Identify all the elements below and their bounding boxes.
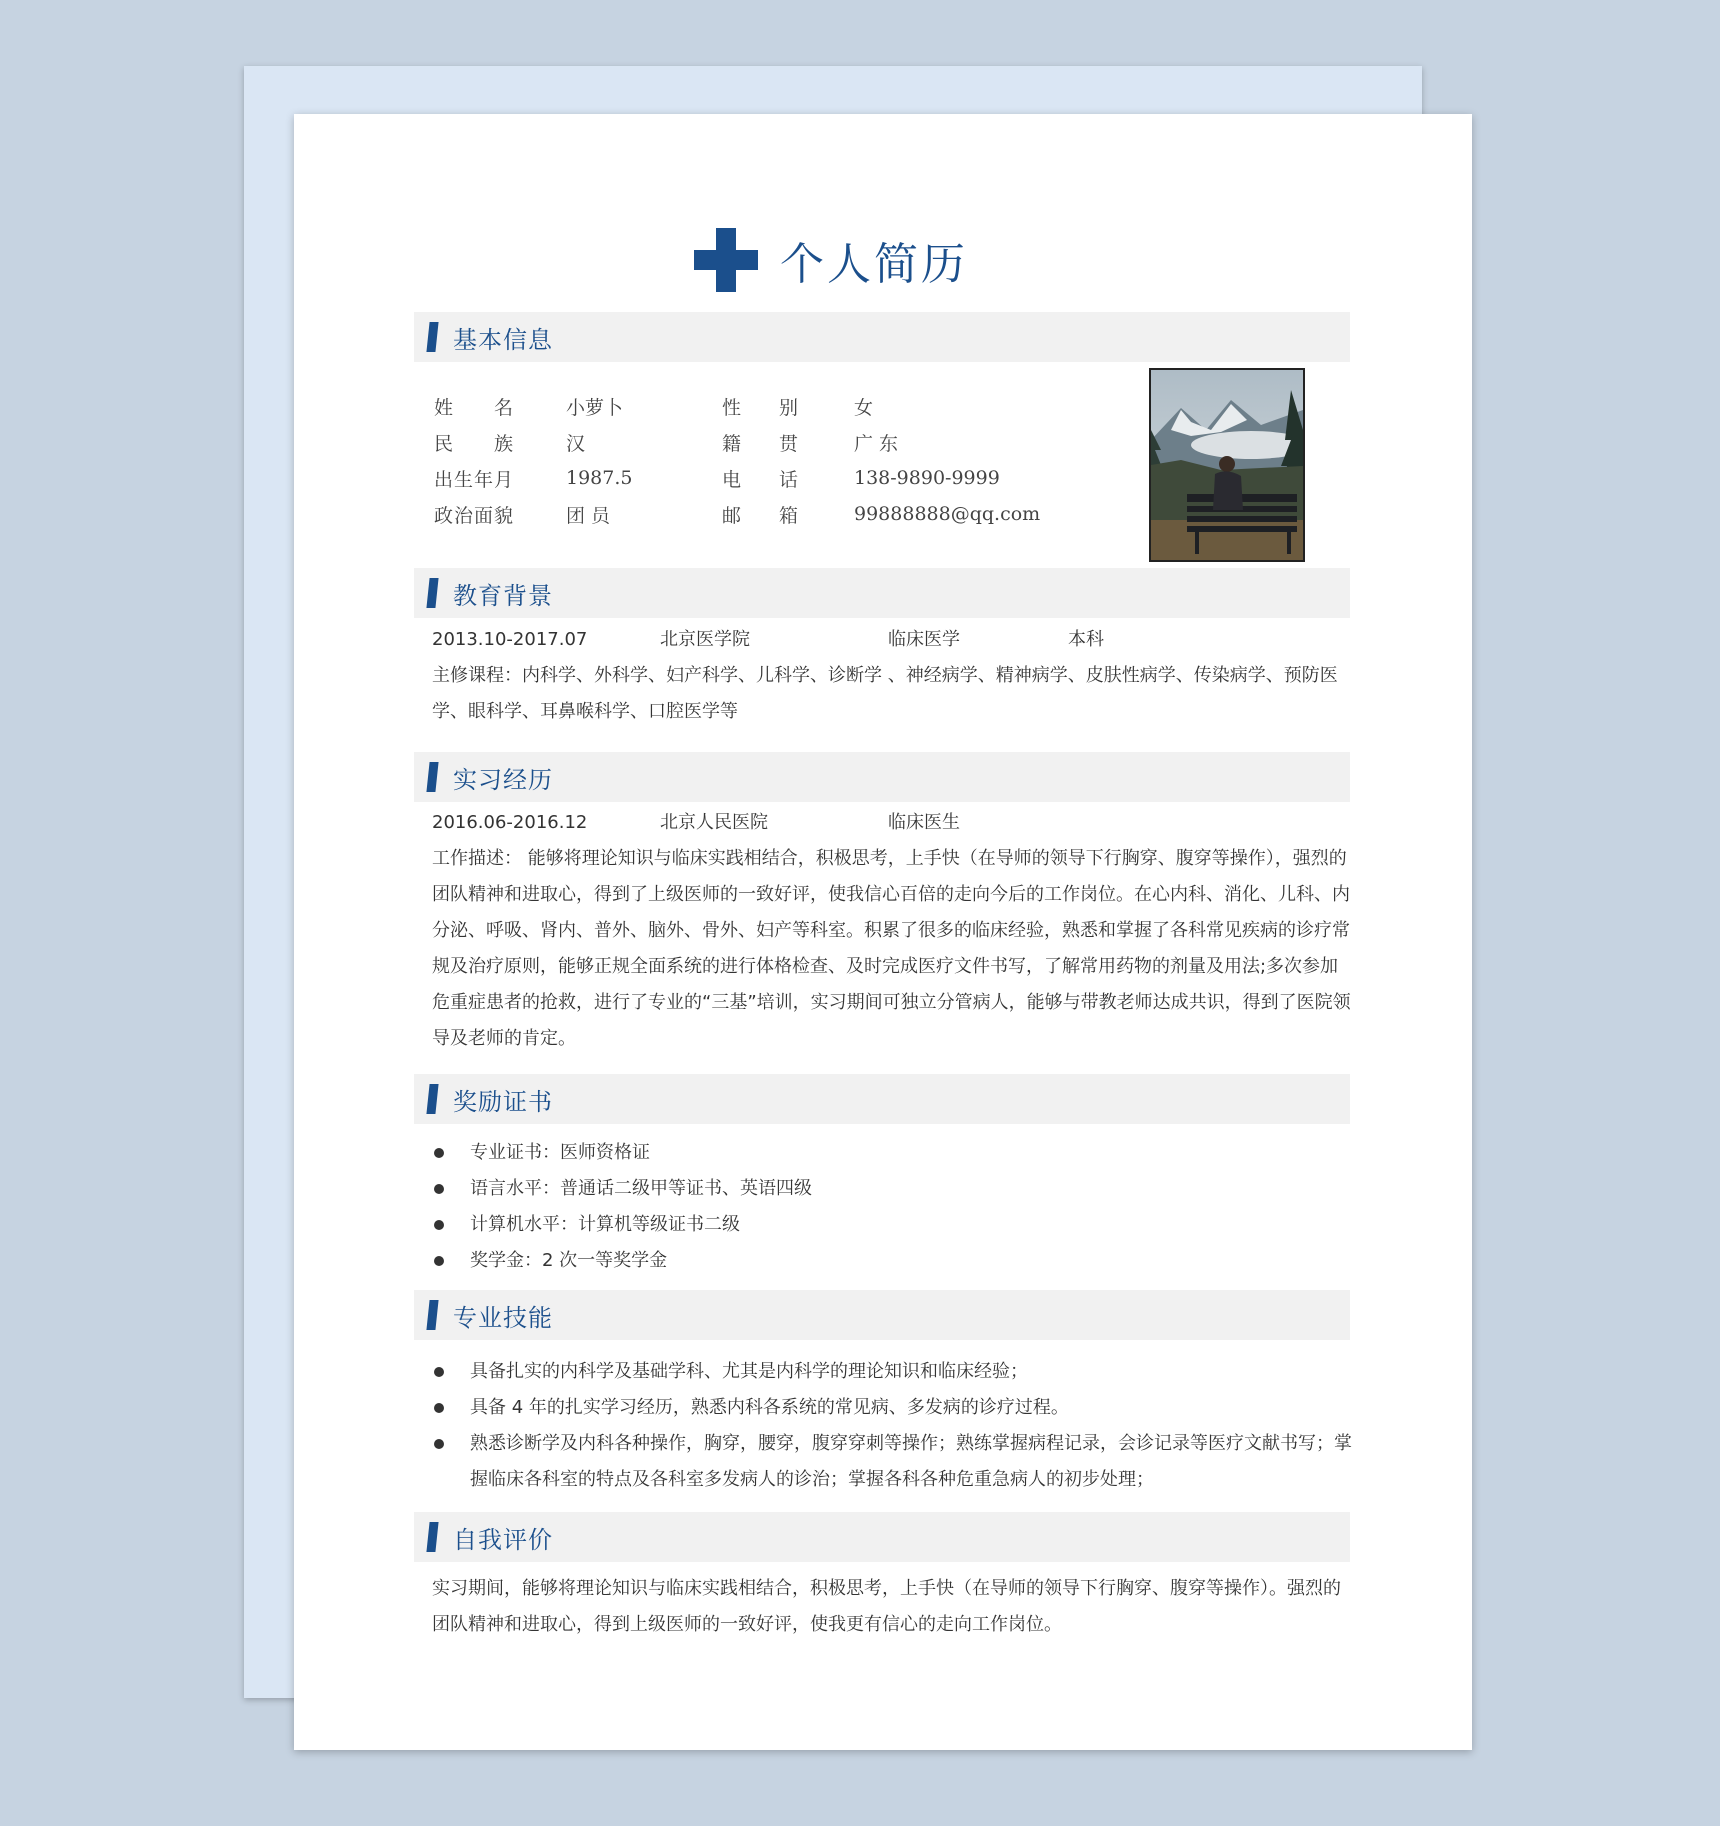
profile-photo: [1149, 368, 1305, 562]
section-marker: [426, 1522, 438, 1552]
bullet-icon: [432, 1135, 470, 1171]
internship-content: [432, 805, 1352, 1057]
info-row: [434, 424, 1054, 460]
education-content: [432, 622, 1352, 730]
page-title: 个人简历: [780, 239, 968, 290]
bullet-icon: [432, 1243, 470, 1279]
bullet-icon: [432, 1354, 470, 1390]
list-item: 熟悉诊断学及内科各种操作，胸穿，腰穿，腹穿穿刺等操作；熟练掌握病程记录，会诊记录等医疗文献书写；掌握临床各科室的特点及各科室多发病人的诊治；掌握各科各种危重急病人的初步处理；: [432, 1426, 1366, 1498]
bullet-icon: [432, 1426, 470, 1498]
info-value: 团 员: [566, 504, 611, 527]
info-value: 138-9890-9999: [854, 467, 1000, 489]
education-degree: 本科: [1068, 629, 1104, 650]
list-item: 专业证书：医师资格证: [432, 1135, 1366, 1171]
internship-role: 临床医生: [888, 812, 960, 833]
bullet-icon: [432, 1207, 470, 1243]
section-header-basic: [414, 312, 1350, 362]
section-marker: [426, 1300, 438, 1330]
skills-list: [432, 1354, 1366, 1498]
info-row: [434, 460, 1054, 496]
internship-description: 工作描述： 能够将理论知识与临床实践相结合，积极思考，上手快（在导师的领导下行胸穿、腹穿等操作），强烈的团队精神和进取心，得到了上级医师的一致好评，使我信心百倍的走向今后的工作岗位。在心内科、消化、儿科、内分泌、呼吸、肾内、普外、脑外、骨外、妇产等科室。积累了很多的临床经验，熟悉和掌握了各科常见疾病的诊疗常规及治疗原则，能够正规全面系统的进行体格检查、及时完成医疗文件书写，了解常用药物的剂量及用法;多次参加危重症患者的抢救，进行了专业的“三基”培训，实习期间可独立分管病人，能够与带教老师达成共识，得到了医院领导及老师的肯定。: [432, 848, 1351, 1049]
section-title: 自我评价: [453, 1525, 553, 1554]
info-value: 汉: [566, 432, 586, 455]
section-marker: [426, 762, 438, 792]
info-key: 电 话: [722, 468, 799, 491]
section-header-internship: [414, 752, 1350, 802]
info-value: 99888888@qq.com: [854, 503, 1041, 525]
bullet-icon: [432, 1390, 470, 1426]
section-marker: [426, 578, 438, 608]
medical-cross-icon: [694, 228, 758, 292]
education-courses: 主修课程：内科学、外科学、妇产科学、儿科学、诊断学 、神经病学、精神病学、皮肤性病学、传染病学、预防医学、眼科学、耳鼻喉科学、口腔医学等: [432, 665, 1338, 722]
section-title: 实习经历: [453, 765, 553, 794]
education-major: 临床医学: [888, 629, 960, 650]
info-row: [434, 496, 1054, 532]
section-marker: [426, 1084, 438, 1114]
info-key: 姓 名: [434, 396, 515, 419]
section-title: 专业技能: [453, 1303, 553, 1332]
info-value: 女: [854, 396, 874, 419]
section-header-self: [414, 1512, 1350, 1562]
bullet-icon: [432, 1171, 470, 1207]
info-key: 性 别: [722, 396, 799, 419]
section-title: 奖励证书: [453, 1087, 553, 1116]
awards-list: [432, 1135, 1366, 1279]
info-key: 民 族: [434, 432, 515, 455]
info-key: 政治面貌: [434, 504, 515, 527]
section-title: 教育背景: [453, 581, 553, 610]
education-school: 北京医学院: [660, 629, 750, 650]
section-header-skills: [414, 1290, 1350, 1340]
education-period: 2013.10-2017.07: [432, 629, 588, 650]
info-key: 邮 箱: [722, 504, 799, 527]
list-item: 语言水平：普通话二级甲等证书、英语四级: [432, 1171, 1366, 1207]
section-header-awards: [414, 1074, 1350, 1124]
section-title: 基本信息: [453, 325, 553, 354]
internship-period: 2016.06-2016.12: [432, 812, 588, 833]
info-value: 1987.5: [566, 467, 633, 489]
info-key: 籍 贯: [722, 432, 799, 455]
internship-hospital: 北京人民医院: [660, 812, 768, 833]
self-evaluation: 实习期间，能够将理论知识与临床实践相结合，积极思考，上手快（在导师的领导下行胸穿、腹穿等操作）。强烈的团队精神和进取心，得到上级医师的一致好评，使我更有信心的走向工作岗位。: [432, 1578, 1341, 1635]
section-marker: [426, 322, 438, 352]
list-item: 计算机水平：计算机等级证书二级: [432, 1207, 1366, 1243]
info-row: [434, 388, 1054, 424]
resume-page: [294, 114, 1472, 1750]
info-value: 小萝卜: [566, 396, 624, 419]
info-key: 出生年月: [434, 468, 515, 491]
list-item: 具备 4 年的扎实学习经历，熟悉内科各系统的常见病、多发病的诊疗过程。: [432, 1390, 1366, 1426]
list-item: 具备扎实的内科学及基础学科、尤其是内科学的理论知识和临床经验；: [432, 1354, 1366, 1390]
landscape-photo-image: [1151, 370, 1303, 560]
internship-row: [432, 805, 1352, 841]
list-item: 奖学金：2 次一等奖学金: [432, 1243, 1366, 1279]
resume-header: [694, 220, 1094, 300]
education-row: [432, 622, 1352, 658]
info-value: 广 东: [854, 432, 899, 455]
section-header-education: [414, 568, 1350, 618]
basic-info-table: [434, 388, 1054, 532]
